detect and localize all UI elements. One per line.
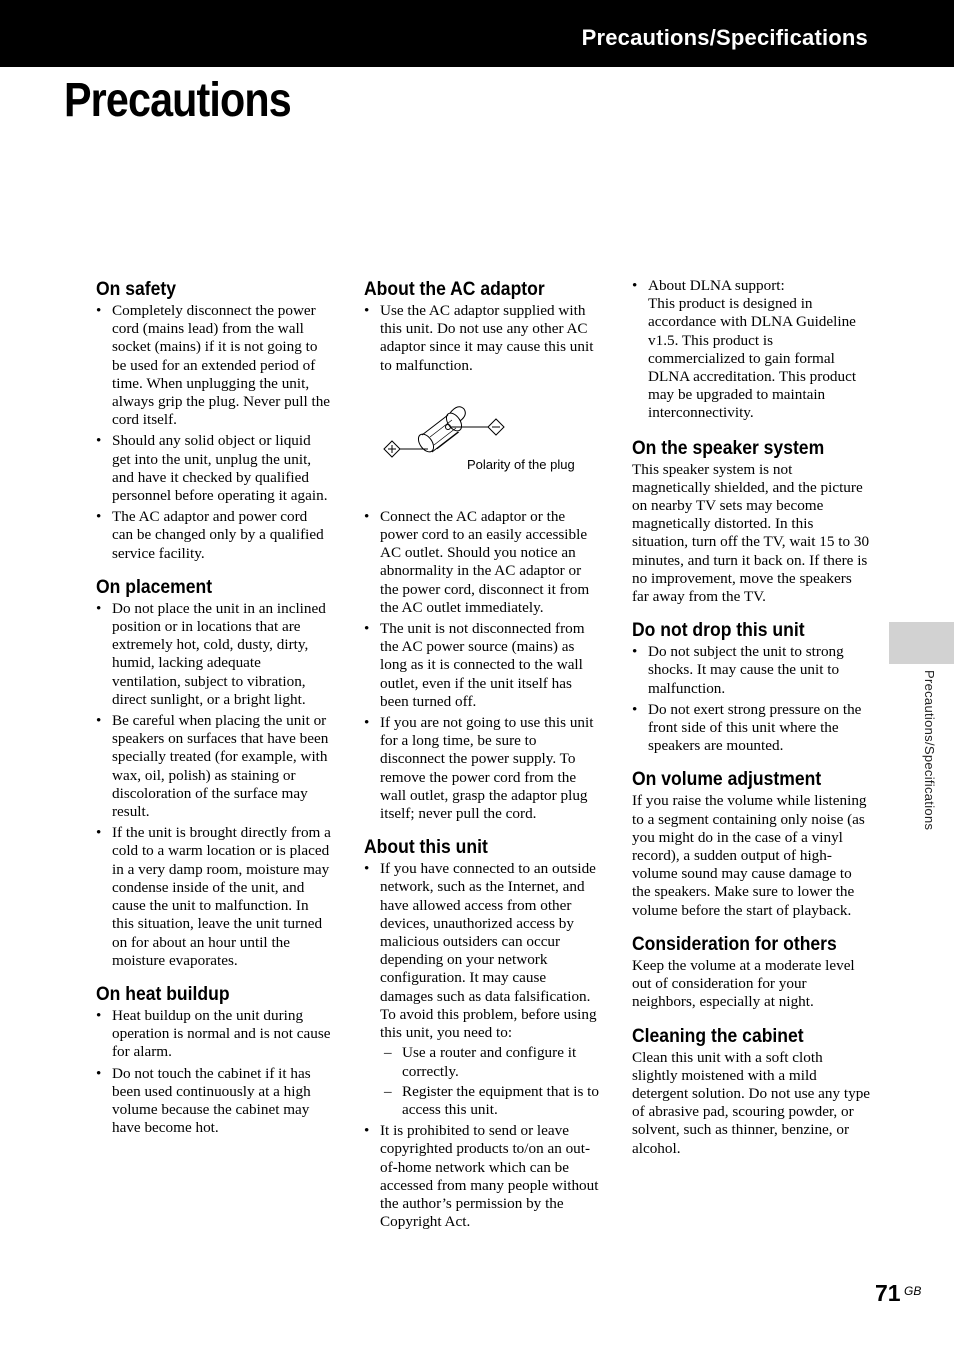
list-item: • The AC adaptor and power cord can be changed only by a qualified service facility. — [96, 508, 324, 562]
section-heading: Cleaning the cabinet — [632, 1024, 804, 1047]
sub-list-item: – Register the equipment that is to access this unit. — [384, 1082, 599, 1118]
section-body: If you raise the volume while listening to a segment containing only noise (as you might do in the case of a vinyl record), a sudden output of high-volume sound may cause damage to the speakers. Make sure to lower the volume before the start of playback. — [632, 792, 867, 919]
section-about-ac-adaptor — [364, 277, 602, 823]
sub-list-item: – Use a router and configure it correctly. — [384, 1044, 577, 1080]
bullet-list — [96, 1007, 332, 1137]
list-item: • The unit is not disconnected from the AC power source (mains) as long as it is connected to the wall outlet, even if the unit itself has been turned off. — [364, 620, 585, 710]
section-body: This speaker system is not magnetically shielded, and the picture on nearby TV sets may become magnetically distorted. In this situation, turn off the TV, wait 15 to 30 minutes, and turn it back on. If there is no improvement, move the speakers far away from the TV. — [632, 460, 870, 606]
list-item: • Be careful when placing the unit or speakers on surfaces that have been specially treated (for example, with wax, oil, polish) as staining or discoloration of the surface may result. — [96, 712, 329, 821]
bullet-icon: • — [96, 508, 102, 526]
bullet-list — [364, 302, 602, 375]
list-item: • Completely disconnect the power cord (mains lead) from the wall socket (mains) if it is not going to be used for an extended period of time. When unplugging the unit, always grip the plug. Never pull the cord itself. — [96, 302, 331, 429]
section-volume-adjustment — [632, 767, 872, 919]
section-heading: About this unit — [364, 836, 488, 859]
bullet-icon: • — [96, 1006, 102, 1024]
page-number: 71 — [875, 1280, 901, 1306]
section-heading: On the speaker system — [632, 436, 825, 459]
bullet-icon: • — [96, 432, 102, 450]
page-title: Precautions — [64, 74, 291, 127]
section-speaker-system — [632, 436, 872, 607]
bullet-icon: • — [96, 599, 102, 617]
list-item: • Use the AC adaptor supplied with this unit. Do not use any other AC adaptor since it may cause this unit to malfunction. — [364, 302, 594, 374]
section-cleaning — [632, 1024, 872, 1158]
bullet-list — [364, 508, 602, 823]
list-item: • It is prohibited to send or leave copyrighted products to/on an out-of-home network which can be accessed from many people without the author’s permission by the Copyright Act. — [364, 1122, 599, 1231]
bullet-icon: • — [632, 643, 638, 661]
section-body: Clean this unit with a soft cloth slightly moistened with a mild detergent solution. Do not use any type of abrasive pad, scouring powder, or solvent, such as thinner, benzine, or alcohol. — [632, 1048, 871, 1157]
side-tab-label: Precautions/Specifications — [922, 670, 937, 831]
list-item: • If the unit is brought directly from a cold to a warm location or is placed in a very damp room, moisture may condense inside of the unit, and cause the unit to malfunction. In this situation, leave the unit turned on for about an hour until the moisture evaporates. — [96, 824, 331, 969]
section-heading: On volume adjustment — [632, 768, 822, 791]
list-item: • Do not place the unit in an inclined position or in locations that are extremely hot, cold, dusty, dirty, humid, lacking adequate ventilation, subject to vibration, direct sunlight, or a bright light. — [96, 599, 326, 708]
figure-caption: Polarity of the plug — [467, 456, 575, 472]
bullet-icon: • — [364, 714, 370, 732]
bullet-list — [96, 302, 332, 563]
bullet-list — [364, 860, 602, 1231]
bullet-list — [632, 277, 872, 423]
section-heading: About the AC adaptor — [364, 278, 545, 300]
bullet-icon: • — [96, 302, 102, 319]
section-on-placement — [96, 575, 332, 970]
list-item: • Do not touch the cabinet if it has been used continuously at a high volume because the cabinet may have become hot. — [96, 1064, 311, 1137]
section-about-this-unit — [364, 835, 602, 1231]
bullet-icon: • — [364, 620, 370, 638]
column-3 — [632, 277, 872, 1170]
page-number-suffix: GB — [904, 1284, 922, 1298]
list-item: • Do not subject the unit to strong shocks. It may cause the unit to malfunction. — [632, 643, 844, 697]
column-2 — [364, 277, 602, 1243]
section-heading: On placement — [96, 575, 213, 598]
bullet-icon: • — [96, 824, 102, 842]
sub-list — [380, 1044, 602, 1119]
side-tab-marker — [889, 622, 954, 664]
section-consideration — [632, 932, 872, 1012]
list-item: • If you are not going to use this unit for a long time, be sure to disconnect the power supply. To remove the power cord from the wall outlet, grasp the adaptor plug itself; never pull the cord. — [364, 714, 594, 823]
plug-polarity-figure — [364, 391, 602, 494]
dlna-title: About DLNA support: — [648, 277, 785, 294]
bullet-icon: • — [632, 277, 638, 294]
bullet-icon: • — [632, 700, 638, 718]
bullet-icon: • — [364, 860, 370, 878]
section-on-safety — [96, 277, 332, 563]
bullet-list — [632, 643, 872, 755]
bullet-icon: • — [96, 1064, 102, 1082]
list-item — [632, 277, 872, 423]
list-item: • Should any solid object or liquid get into the unit, unplug the unit, and have it checked by qualified personnel before operating it again. — [96, 432, 328, 505]
section-body: Keep the volume at a moderate level out of consideration for your neighbors, especially at night. — [632, 956, 855, 1011]
section-heading: Consideration for others — [632, 932, 837, 955]
section-heading: On heat buildup — [96, 982, 230, 1005]
plug-polarity-icon — [380, 399, 515, 459]
dash-icon: – — [384, 1082, 392, 1100]
dlna-body: This product is designed in accordance with DLNA Guideline v1.5. This product is commercialized to gain formal DLNA accreditation. This product may be upgraded to maintain interconnectivity. — [648, 295, 857, 422]
dash-icon: – — [384, 1044, 392, 1062]
section-heading: On safety — [96, 278, 176, 300]
bullet-icon: • — [364, 507, 370, 525]
bullet-list — [96, 600, 332, 970]
section-dlna — [632, 277, 872, 423]
section-do-not-drop — [632, 618, 872, 755]
section-header-title: Precautions/Specifications — [581, 25, 868, 50]
list-item: • Connect the AC adaptor or the power cord to an easily accessible AC outlet. Should you notice an abnormality in the AC adaptor or the power cord, disconnect it from the AC outlet immediately. — [364, 507, 590, 616]
column-1 — [96, 277, 332, 1149]
list-item: • Heat buildup on the unit during operation is normal and is not cause for alarm. — [96, 1006, 331, 1061]
bullet-icon: • — [364, 1122, 370, 1140]
list-item: • Do not exert strong pressure on the front side of this unit where the speakers are mounted. — [632, 700, 862, 755]
section-on-heat-buildup — [96, 982, 332, 1137]
section-heading: Do not drop this unit — [632, 619, 805, 642]
list-item: • If you have connected to an outside network, such as the Internet, and have allowed access from other devices, unauthorized access by malicious outsiders can occur depending on your network configuration. It may cause damages such as data falsification. To avoid this problem, before using this unit, you need to: – Use a router and configure it correctly. – Register the equipment that is to access this unit. — [364, 860, 602, 1119]
bullet-icon: • — [96, 712, 102, 730]
bullet-icon: • — [364, 302, 370, 319]
